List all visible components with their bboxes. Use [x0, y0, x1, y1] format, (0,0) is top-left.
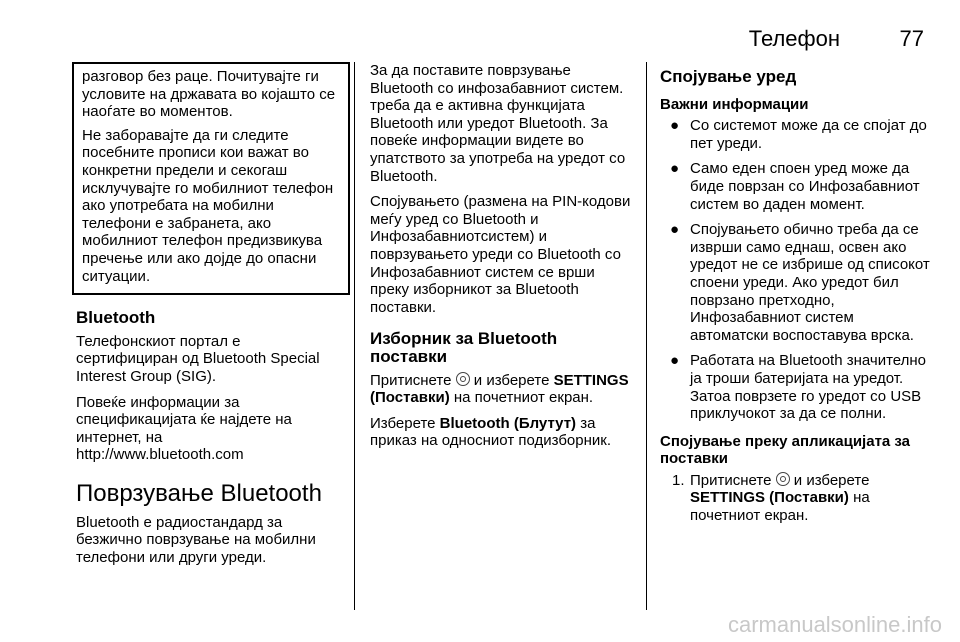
warning-paragraph-2: Не заборавајте да ги следите посебните прописи кои важат во конкретни предели и секогаш исклучувајте го мобилниот телефон ако употребата на мобилни телефони е забранета, ако мобилниот телефон предизвикува пречење или ако дојде до опасни ситуации. — [82, 126, 334, 285]
bluetooth-heading: Bluetooth — [76, 308, 156, 328]
watermark: carmanualsonline.info — [727, 612, 942, 637]
bullet-icon: ● — [670, 117, 680, 135]
app-pairing-heading: Спојување преку апликацијата за поставки — [660, 432, 911, 468]
bluetooth-paragraph-2 — [76, 394, 346, 464]
bluetooth-settings-menu-heading: Изборник за Bluetooth поставки — [370, 329, 558, 366]
select-label: и изберете — [793, 471, 870, 489]
column-divider-1 — [354, 62, 355, 610]
bullet-icon: ● — [670, 160, 680, 178]
settings-label: SETTINGS (Поставки) — [370, 371, 629, 407]
bluetooth-paragraph-1: Телефонскиот портал е сертифициран од Bluetooth Special Interest Group (SIG). — [76, 332, 320, 385]
press-label: Притиснете — [690, 471, 772, 489]
bullet-icon: ● — [670, 221, 680, 239]
page-header — [0, 0, 960, 62]
bullet-icon: ● — [670, 352, 680, 370]
home-icon — [456, 372, 470, 386]
connect-paragraph: Bluetooth е радиостандард за безжично поврзување на мобилни телефони или други уреди. — [76, 513, 316, 567]
column-divider-2 — [646, 62, 647, 610]
list-item: ● Работата на Bluetooth значително ја троши батеријата на уредот. Затоа поврзете го уредот со USB приклучокот за да се полни. — [670, 352, 927, 423]
press-home-paragraph — [370, 372, 635, 407]
select-label: Изберете — [370, 414, 436, 432]
list-item: ● Спојувањето обично треба да се изврши само еднаш, освен ако уредот не се избрише од списокот споени уреди. Ако уредот бил поврзано претходно, Инфозабавниот систем автоматски воспоставува врска. — [670, 221, 930, 344]
chapter-title: Телефон — [748, 26, 840, 51]
select-bluetooth-paragraph — [370, 415, 635, 450]
list-item: ● Само еден споен уред може да биде поврзан со Инфозабавниот систем во даден момент. — [670, 160, 920, 213]
important-info-list — [660, 117, 930, 423]
home-screen-label: на почетниот екран. — [453, 389, 594, 407]
press-label: Притиснете — [370, 371, 452, 389]
select-label: и изберете — [473, 371, 550, 389]
list-item: ● Со системот може да се спојат до пет уреди. — [670, 117, 927, 152]
warning-paragraph-1: разговор без раце. Почитувајте ги условите на државата во којашто се наоѓате во моментов. — [82, 68, 336, 121]
app-pairing-steps — [660, 472, 930, 525]
pairing-paragraph: Спојувањето (размена на PIN-кодови меѓу уред со Bluetooth и Инфозабавниотсистем) и поврзувањето уреди со Bluetooth со Инфозабавниот систем се врши преку изборникот за Bluetooth поставки. — [370, 193, 631, 316]
bluetooth-paragraph-2-text: Повеќе информации за спецификацијата ќе најдете на интернет, на — [76, 393, 292, 446]
important-info-heading: Важни информации — [660, 95, 809, 113]
column-3 — [660, 62, 930, 525]
column-1 — [76, 62, 346, 575]
warning-box — [72, 62, 350, 295]
step-number: 1. — [672, 471, 685, 489]
settings-label: SETTINGS (Поставки) — [690, 489, 849, 507]
list-item — [660, 472, 930, 525]
bluetooth-menu-label: Bluetooth (Блутут) — [439, 414, 577, 432]
submenu-label: за приказ на односниот подизборник. — [370, 414, 611, 450]
pairing-device-heading: Спојување уред — [660, 67, 797, 86]
page-number: 77 — [899, 26, 924, 51]
setup-paragraph: За да поставите поврзување Bluetooth со инфозабавниот систем. треба да е активна функцијата Bluetooth или уредот Bluetooth. За повеќе информации видете во упатството за употреба на уредот со Bluetooth. — [370, 62, 626, 185]
connect-bluetooth-heading: Поврзување Bluetooth — [76, 479, 322, 507]
home-icon — [776, 472, 790, 486]
bluetooth-url: http://www.bluetooth.com — [76, 446, 244, 464]
home-screen-label: на почетниот екран. — [690, 489, 870, 525]
column-2 — [370, 62, 635, 458]
